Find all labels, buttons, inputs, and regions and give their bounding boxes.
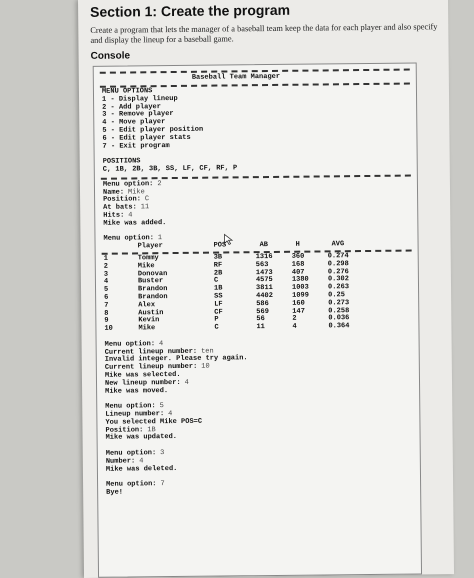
menu-title: MENU OPTIONS (101, 87, 153, 96)
table-cell-pos: 1B (213, 284, 223, 293)
menu-item: 3 - Remove player (102, 110, 174, 120)
move-player-label: New lineup number: (104, 378, 181, 388)
display-option-value: 1 (157, 234, 163, 243)
add-player-label: Position: (103, 195, 141, 205)
table-cell-ab: 56 (256, 315, 265, 324)
edit-position-value: 4 (168, 410, 173, 419)
exit-program-value: 7 (160, 480, 165, 489)
table-cell-pos: C (213, 276, 219, 285)
table-cell-num: 10 (104, 324, 113, 333)
add-player-label: Name: (102, 188, 125, 197)
table-cell-num: 1 (103, 254, 108, 263)
move-player-label: Mike was moved. (105, 386, 169, 396)
remove-player-label: Menu option: (105, 449, 157, 458)
table-cell-avg: 0.263 (327, 283, 350, 292)
positions-list: C, 1B, 2B, 3B, SS, LF, CF, RF, P (102, 164, 238, 174)
move-player-label: Mike was selected. (104, 370, 181, 380)
printed-page (78, 0, 454, 578)
positions-title: POSITIONS (102, 157, 141, 166)
table-cell-ab: 3811 (255, 284, 273, 293)
table-cell-avg: 0.25 (328, 291, 345, 300)
console-header: Baseball Team Manager (191, 72, 281, 82)
table-cell-h: 407 (291, 268, 305, 277)
edit-position-label: Lineup number: (105, 410, 165, 419)
move-player-value: 4 (158, 339, 164, 348)
table-cell-h: 4 (292, 322, 297, 331)
add-player-label: Menu option: (102, 180, 154, 189)
table-cell-pos: 2B (213, 269, 223, 278)
move-player-label: Current lineup number: (104, 362, 198, 372)
exit-program-label: Menu option: (106, 480, 157, 489)
table-cell-ab: 569 (256, 307, 269, 316)
table-cell-h: 2 (292, 315, 297, 324)
table-cell-h: 1380 (291, 275, 309, 285)
console-menu-rule (101, 174, 411, 179)
table-cell-avg: 0.276 (327, 267, 349, 276)
exit-program-label: Bye! (106, 488, 124, 497)
remove-player-label: Mike was deleted. (105, 464, 178, 474)
table-cell-avg: 0.298 (327, 259, 349, 269)
table-cell-pos: 3B (213, 253, 223, 262)
table-cell-avg: 0.273 (328, 298, 350, 308)
table-cell-player: Alex (138, 301, 156, 310)
edit-position-label: Mike was updated. (105, 433, 178, 443)
table-cell-avg: 0.302 (327, 275, 349, 284)
add-player-label: Mike was added. (103, 218, 167, 228)
add-player-value: 4 (128, 211, 133, 220)
table-cell-pos: SS (214, 292, 223, 301)
table-cell-h: 1003 (291, 283, 309, 292)
table-cell-num: 7 (104, 301, 109, 310)
menu-item: 6 - Edit player stats (102, 133, 191, 143)
console-label: Console (90, 50, 131, 62)
add-player-label: Hits: (103, 211, 125, 220)
table-cell-num: 4 (103, 278, 109, 287)
menu-item: 4 - Move player (102, 118, 166, 127)
table-cell-num: 8 (104, 309, 109, 318)
menu-item: 5 - Edit player position (102, 125, 204, 135)
edit-position-label: Menu option: (105, 402, 156, 411)
table-cell-num: 3 (103, 270, 109, 279)
section-title: Section 1: Create the program (90, 1, 291, 20)
table-cell-pos: LF (214, 300, 223, 309)
remove-player-value: 4 (139, 457, 144, 466)
move-player-label: Current lineup number: (104, 347, 198, 357)
table-cell-ab: 563 (255, 260, 269, 269)
table-header-avg: AVG (331, 240, 345, 249)
table-cell-num: 9 (104, 317, 109, 326)
add-player-value: Mike (127, 187, 145, 197)
add-player-value: 2 (157, 179, 162, 188)
move-player-value: 10 (201, 362, 210, 371)
table-cell-num: 5 (103, 285, 109, 294)
table-header-player: Player (137, 242, 163, 251)
remove-player-value: 3 (160, 449, 165, 458)
table-cell-player: Brandon (138, 293, 168, 302)
table-cell-ab: 586 (256, 299, 269, 308)
table-header-pos: POS (213, 241, 227, 250)
table-cell-ab: 4402 (256, 291, 273, 301)
table-cell-h: 168 (291, 260, 305, 269)
table-cell-player: Mike (137, 262, 155, 271)
table-cell-player: Tommy (137, 254, 159, 263)
table-cell-player: Austin (138, 308, 164, 317)
table-cell-avg: 0.364 (328, 322, 350, 331)
display-option-label: Menu option: (103, 234, 154, 244)
remove-player-label: Number: (105, 457, 136, 466)
table-header-ab: AB (259, 241, 269, 250)
move-player-label: Invalid integer. Please try again. (104, 354, 248, 365)
edit-position-value: 1B (147, 425, 156, 434)
menu-item: 2 - Add player (102, 102, 161, 112)
move-player-value: 4 (184, 378, 189, 387)
table-cell-avg: 0.258 (328, 306, 350, 315)
table-cell-ab: 1316 (255, 252, 273, 262)
table-cell-player: Kevin (138, 316, 160, 325)
table-header-h: H (295, 240, 300, 249)
edit-position-label: You selected Mike POS=C (105, 417, 203, 427)
table-cell-pos: P (214, 315, 219, 324)
table-cell-ab: 4575 (255, 276, 273, 285)
edit-position-label: Position: (105, 425, 144, 435)
table-cell-pos: C (214, 323, 219, 332)
menu-item: 1 - Display lineup (102, 94, 178, 104)
table-cell-num: 2 (103, 262, 109, 271)
table-cell-pos: RF (213, 261, 223, 270)
edit-position-value: 5 (159, 402, 164, 411)
table-cell-num: 6 (104, 293, 109, 302)
table-cell-pos: CF (214, 308, 223, 317)
move-player-value: ten (201, 347, 214, 356)
table-cell-h: 147 (292, 307, 305, 316)
table-cell-player: Donovan (137, 269, 168, 278)
table-cell-ab: 11 (256, 323, 265, 332)
add-player-value: 11 (140, 203, 150, 212)
section-description: Create a program that lets the manager of a baseball team keep the data for each player and also specify and display the lineup for a baseball game. (90, 22, 438, 45)
table-cell-h: 1099 (292, 291, 309, 300)
add-player-value: C (144, 195, 150, 204)
move-player-label: Menu option: (104, 340, 156, 349)
table-cell-player: Brandon (137, 285, 168, 294)
add-player-label: At bats: (103, 203, 137, 212)
menu-item: 7 - Exit program (102, 141, 170, 151)
console-window (93, 62, 422, 577)
table-cell-h: 160 (292, 299, 305, 308)
table-cell-h: 360 (291, 252, 305, 261)
table-cell-ab: 1473 (255, 268, 273, 277)
table-cell-avg: 0.036 (328, 314, 350, 323)
table-cell-player: Buster (137, 277, 164, 286)
table-cell-avg: 0.274 (327, 252, 349, 261)
table-cell-player: Mike (138, 324, 156, 333)
